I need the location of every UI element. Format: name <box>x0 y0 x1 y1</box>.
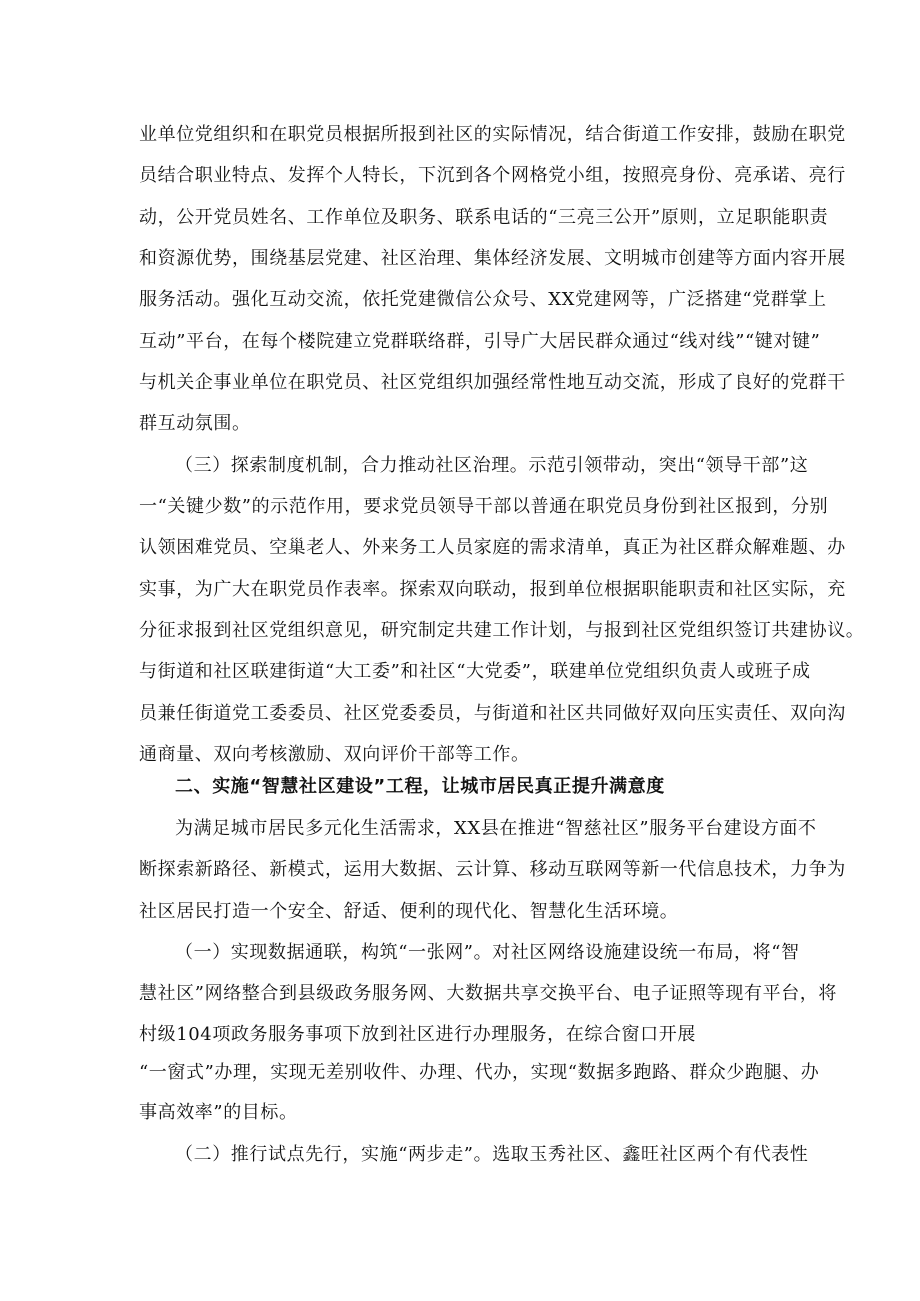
paragraph-line: 认领困难党员、空巢老人、外来务工人员家庭的需求清单，真正为社区群众解难题、办 <box>139 537 846 558</box>
paragraph-line: （二）推行试点先行，实施“两步走”。选取玉秀社区、鑫旺社区两个有代表性 <box>175 1144 809 1165</box>
paragraph-line: 断探索新路径、新模式，运用大数据、云计算、移动互联网等新一代信息技术，力争为 <box>139 859 846 880</box>
paragraph-line: （三）探索制度机制，合力推动社区治理。示范引领带动，突出“领导干部”这 <box>175 455 809 476</box>
paragraph-line: 与街道和社区联建街道“大工委”和社区“大党委”，联建单位党组织负责人或班子成 <box>139 661 811 682</box>
paragraph-line: 慧社区”网络整合到县级政务服务网、大数据共享交换平台、电子证照等现有平台，将 <box>139 983 837 1004</box>
paragraph-line: 员结合职业特点、发挥个人特长，下沉到各个网格党小组，按照亮身份、亮承诺、亮行 <box>139 165 846 186</box>
paragraph-line: 分征求报到社区党组织意见，研究制定共建工作计划，与报到社区党组织签订共建协议。 <box>139 620 865 641</box>
paragraph-line: 动，公开党员姓名、工作单位及职务、联系电话的“三亮三公开”原则，立足职能职责 <box>139 207 829 228</box>
section-heading: 二、实施“智慧社区建设”工程，让城市居民真正提升满意度 <box>175 776 665 797</box>
paragraph-line: 事高效率”的目标。 <box>139 1102 298 1123</box>
paragraph-line: 服务活动。强化互动交流，依托党建微信公众号、XX党建网等，广泛搭建“党群掌上 <box>139 289 827 310</box>
paragraph-line: 员兼任街道党工委委员、社区党委委员，与街道和社区共同做好双向压实责任、双向沟 <box>139 703 846 724</box>
paragraph-line: 社区居民打造一个安全、舒适、便利的现代化、智慧化生活环境。 <box>139 901 679 922</box>
paragraph-line: “一窗式”办理，实现无差别收件、办理、代办，实现“数据多跑路、群众少跑腿、办 <box>139 1062 820 1083</box>
paragraph-line: （一）实现数据通联，构筑“一张网”。对社区网络设施建设统一布局，将“智 <box>175 942 800 963</box>
paragraph-line: 群互动氛围。 <box>139 413 251 434</box>
paragraph-line: 实事，为广大在职党员作表率。探索双向联动，报到单位根据职能职责和社区实际，充 <box>139 579 846 600</box>
paragraph-line: 互动”平台，在每个楼院建立党群联络群，引导广大居民群众通过“线对线”“键对键” <box>139 331 821 352</box>
paragraph-line: 村级104项政务服务事项下放到社区进行办理服务，在综合窗口开展 <box>139 1024 696 1045</box>
paragraph-line: 业单位党组织和在职党员根据所报到社区的实际情况，结合街道工作安排，鼓励在职党 <box>139 124 846 145</box>
paragraph-line: 为满足城市居民多元化生活需求，XX县在推进“智慈社区”服务平台建设方面不 <box>175 818 817 839</box>
paragraph-line: 通商量、双向考核激励、双向评价干部等工作。 <box>139 744 530 765</box>
paragraph-line: 与机关企事业单位在职党员、社区党组织加强经常性地互动交流，形成了良好的党群干 <box>139 372 846 393</box>
paragraph-line: 和资源优势，围绕基层党建、社区治理、集体经济发展、文明城市创建等方面内容开展 <box>139 248 846 269</box>
paragraph-line: 一“关键少数”的示范作用，要求党员领导干部以普通在职党员身份到社区报到，分别 <box>139 496 829 517</box>
